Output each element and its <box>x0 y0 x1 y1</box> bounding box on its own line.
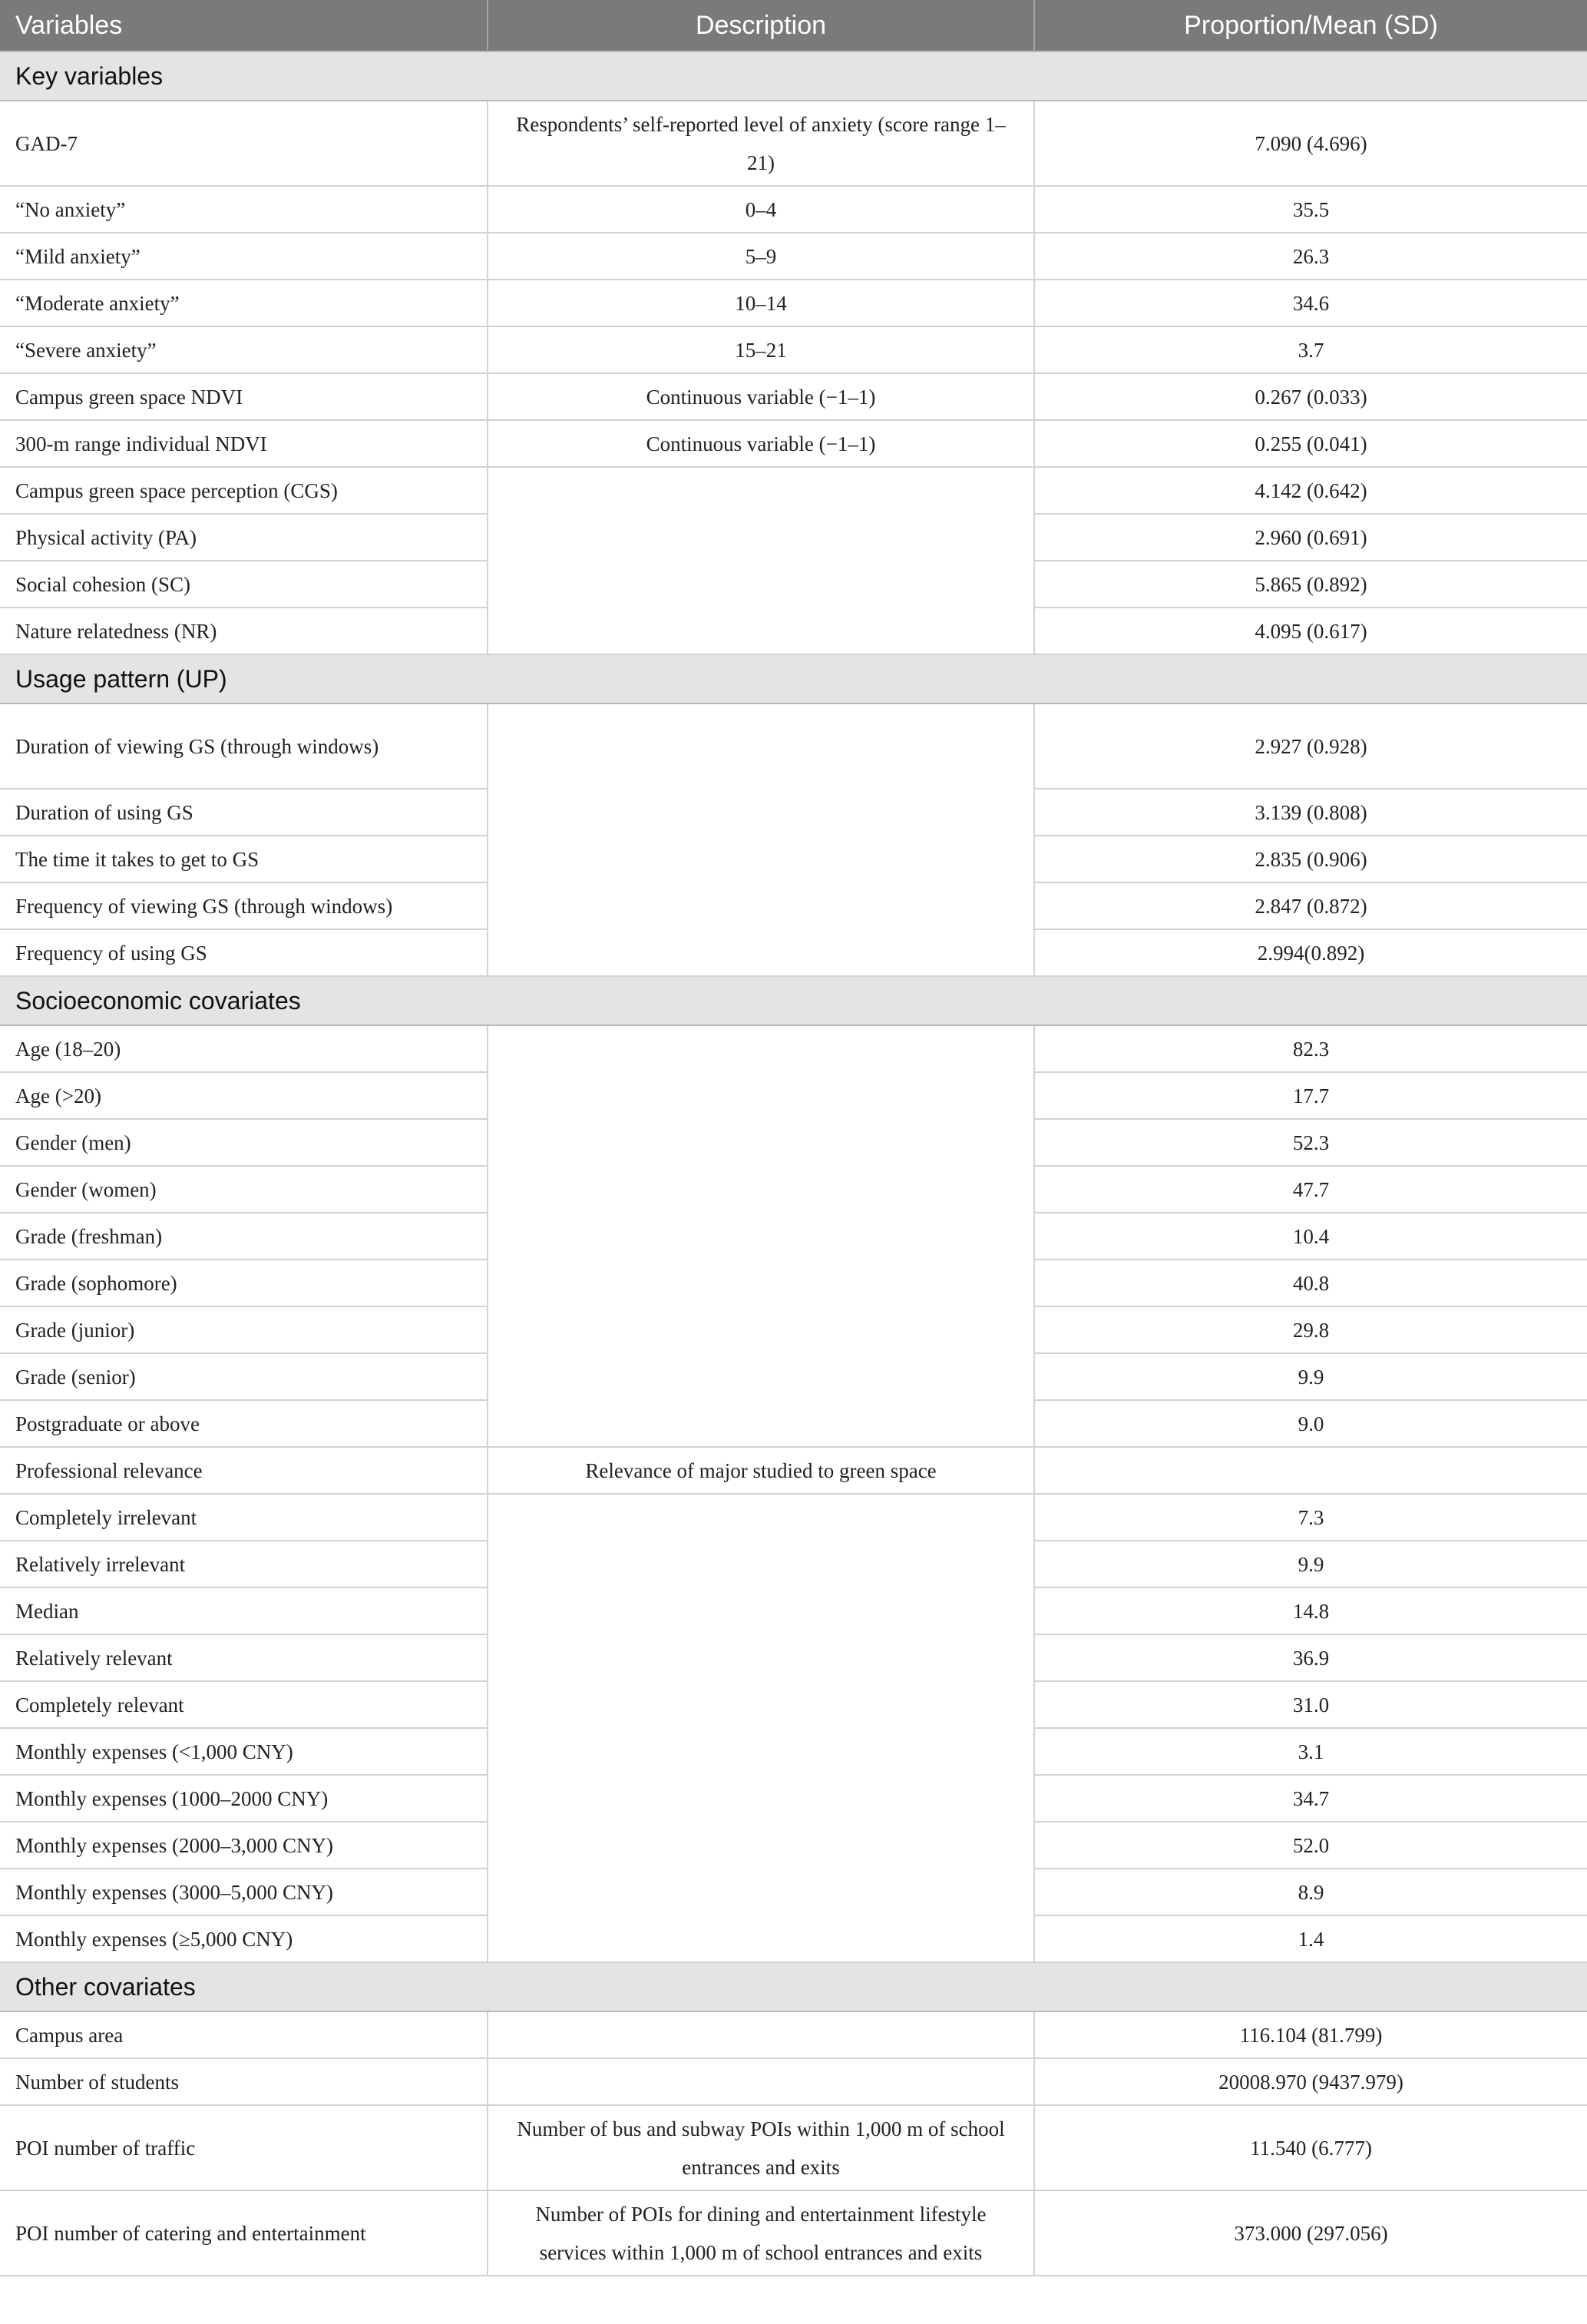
cell-variable: Nature relatedness (NR) <box>0 607 488 654</box>
table-row <box>0 1447 1587 1494</box>
cell-value: 0.267 (0.033) <box>1034 373 1587 420</box>
cell-variable: Median <box>0 1587 488 1634</box>
section-title: Other covariates <box>0 1962 1587 2011</box>
cell-variable: Frequency of viewing GS (through windows) <box>0 882 488 929</box>
cell-description: Number of bus and subway POIs within 1,000 m of school entrances and exits <box>488 2105 1034 2190</box>
cell-description <box>488 1494 1034 1962</box>
cell-description <box>488 1025 1034 1447</box>
cell-description: Continuous variable (−1–1) <box>488 373 1034 420</box>
cell-variable: Frequency of using GS <box>0 929 488 976</box>
cell-value: 2.960 (0.691) <box>1034 514 1587 561</box>
header-value: Proportion/Mean (SD) <box>1034 0 1587 51</box>
cell-variable: Gender (women) <box>0 1166 488 1213</box>
cell-variable: Campus green space perception (CGS) <box>0 467 488 514</box>
cell-variable: Duration of using GS <box>0 789 488 836</box>
table-row <box>0 1025 1587 1072</box>
section-header-row <box>0 976 1587 1025</box>
cell-variable: Duration of viewing GS (through windows) <box>0 703 488 789</box>
cell-value: 20008.970 (9437.979) <box>1034 2058 1587 2105</box>
table-row <box>0 280 1587 326</box>
cell-value: 17.7 <box>1034 1072 1587 1119</box>
cell-value: 26.3 <box>1034 233 1587 280</box>
table-row <box>0 373 1587 420</box>
cell-variable: Campus area <box>0 2011 488 2058</box>
cell-variable: “No anxiety” <box>0 186 488 233</box>
cell-variable: 300-m range individual NDVI <box>0 420 488 467</box>
cell-description <box>488 703 1034 976</box>
cell-description: Continuous variable (−1–1) <box>488 420 1034 467</box>
header-description: Description <box>488 0 1034 51</box>
cell-value: 29.8 <box>1034 1306 1587 1353</box>
cell-value: 34.6 <box>1034 280 1587 326</box>
cell-variable: Relatively relevant <box>0 1634 488 1681</box>
cell-variable: Monthly expenses (≥5,000 CNY) <box>0 1915 488 1962</box>
cell-description: 0–4 <box>488 186 1034 233</box>
cell-value: 2.927 (0.928) <box>1034 703 1587 789</box>
cell-variable: Grade (freshman) <box>0 1213 488 1260</box>
cell-variable: Gender (men) <box>0 1119 488 1166</box>
cell-value: 3.7 <box>1034 326 1587 373</box>
table-row <box>0 186 1587 233</box>
section-header-row <box>0 654 1587 703</box>
cell-variable: GAD-7 <box>0 101 488 186</box>
section-header-row <box>0 1962 1587 2011</box>
cell-description <box>488 467 1034 654</box>
cell-value: 52.3 <box>1034 1119 1587 1166</box>
cell-value: 2.847 (0.872) <box>1034 882 1587 929</box>
cell-variable: Professional relevance <box>0 1447 488 1494</box>
cell-variable: Completely irrelevant <box>0 1494 488 1541</box>
table-row <box>0 420 1587 467</box>
cell-variable: Grade (senior) <box>0 1353 488 1400</box>
cell-variable: Social cohesion (SC) <box>0 561 488 607</box>
table-row <box>0 2105 1587 2190</box>
table-row <box>0 1494 1587 1541</box>
cell-value: 4.142 (0.642) <box>1034 467 1587 514</box>
cell-variable: Number of students <box>0 2058 488 2105</box>
cell-variable: Grade (sophomore) <box>0 1260 488 1306</box>
cell-value: 36.9 <box>1034 1634 1587 1681</box>
cell-variable: Age (18–20) <box>0 1025 488 1072</box>
cell-value: 40.8 <box>1034 1260 1587 1306</box>
cell-value <box>1034 1447 1587 1494</box>
cell-value: 7.090 (4.696) <box>1034 101 1587 186</box>
cell-description <box>488 2011 1034 2058</box>
cell-variable: POI number of catering and entertainment <box>0 2190 488 2276</box>
section-title: Key variables <box>0 51 1587 101</box>
cell-value: 9.0 <box>1034 1400 1587 1447</box>
table-row <box>0 2058 1587 2105</box>
cell-variable: The time it takes to get to GS <box>0 836 488 882</box>
cell-variable: Monthly expenses (1000–2000 CNY) <box>0 1775 488 1822</box>
cell-value: 14.8 <box>1034 1587 1587 1634</box>
cell-variable: Monthly expenses (3000–5,000 CNY) <box>0 1869 488 1915</box>
cell-value: 82.3 <box>1034 1025 1587 1072</box>
cell-description: Respondents’ self-reported level of anxiety (score range 1–21) <box>488 101 1034 186</box>
section-header-row <box>0 51 1587 101</box>
cell-value: 3.139 (0.808) <box>1034 789 1587 836</box>
cell-value: 52.0 <box>1034 1822 1587 1869</box>
cell-variable: “Severe anxiety” <box>0 326 488 373</box>
cell-value: 7.3 <box>1034 1494 1587 1541</box>
cell-value: 373.000 (297.056) <box>1034 2190 1587 2276</box>
cell-description: 15–21 <box>488 326 1034 373</box>
cell-variable: Postgraduate or above <box>0 1400 488 1447</box>
table-row <box>0 2011 1587 2058</box>
cell-variable: “Moderate anxiety” <box>0 280 488 326</box>
cell-variable: Campus green space NDVI <box>0 373 488 420</box>
table-row <box>0 326 1587 373</box>
cell-value: 4.095 (0.617) <box>1034 607 1587 654</box>
cell-value: 34.7 <box>1034 1775 1587 1822</box>
table-header-row <box>0 0 1587 51</box>
cell-variable: Completely relevant <box>0 1681 488 1728</box>
cell-value: 2.994(0.892) <box>1034 929 1587 976</box>
cell-value: 1.4 <box>1034 1915 1587 1962</box>
cell-value: 47.7 <box>1034 1166 1587 1213</box>
section-title: Usage pattern (UP) <box>0 654 1587 703</box>
header-variables: Variables <box>0 0 488 51</box>
cell-value: 35.5 <box>1034 186 1587 233</box>
cell-description: Relevance of major studied to green space <box>488 1447 1034 1494</box>
table-row <box>0 467 1587 514</box>
table-row <box>0 101 1587 186</box>
cell-variable: Monthly expenses (2000–3,000 CNY) <box>0 1822 488 1869</box>
cell-value: 5.865 (0.892) <box>1034 561 1587 607</box>
cell-description <box>488 2058 1034 2105</box>
cell-description: 5–9 <box>488 233 1034 280</box>
cell-variable: POI number of traffic <box>0 2105 488 2190</box>
cell-description: Number of POIs for dining and entertainment lifestyle services within 1,000 m of school entrances and exits <box>488 2190 1034 2276</box>
cell-variable: Physical activity (PA) <box>0 514 488 561</box>
cell-value: 2.835 (0.906) <box>1034 836 1587 882</box>
cell-value: 116.104 (81.799) <box>1034 2011 1587 2058</box>
cell-value: 11.540 (6.777) <box>1034 2105 1587 2190</box>
cell-variable: Monthly expenses (<1,000 CNY) <box>0 1728 488 1775</box>
cell-value: 8.9 <box>1034 1869 1587 1915</box>
cell-variable: “Mild anxiety” <box>0 233 488 280</box>
cell-value: 10.4 <box>1034 1213 1587 1260</box>
cell-variable: Age (>20) <box>0 1072 488 1119</box>
cell-value: 9.9 <box>1034 1541 1587 1587</box>
table-row <box>0 233 1587 280</box>
table-row <box>0 703 1587 789</box>
section-title: Socioeconomic covariates <box>0 976 1587 1025</box>
table-body <box>0 51 1587 2276</box>
cell-value: 9.9 <box>1034 1353 1587 1400</box>
table-row <box>0 2190 1587 2276</box>
cell-value: 3.1 <box>1034 1728 1587 1775</box>
cell-variable: Grade (junior) <box>0 1306 488 1353</box>
cell-variable: Relatively irrelevant <box>0 1541 488 1587</box>
cell-value: 0.255 (0.041) <box>1034 420 1587 467</box>
cell-value: 31.0 <box>1034 1681 1587 1728</box>
cell-description: 10–14 <box>488 280 1034 326</box>
